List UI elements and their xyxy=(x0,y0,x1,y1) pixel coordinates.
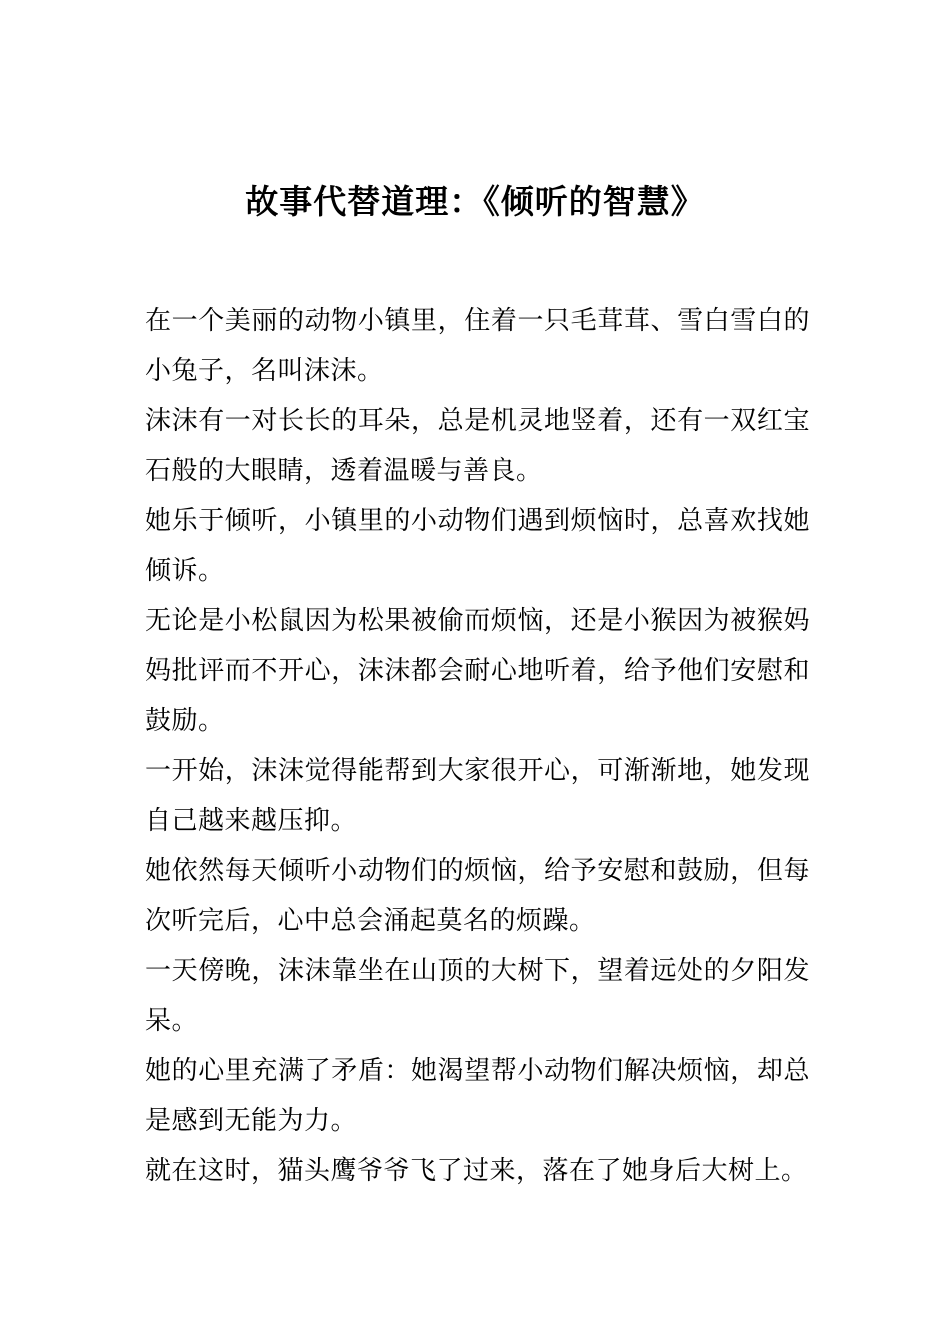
paragraph: 无论是小松鼠因为松果被偷而烦恼，还是小猴因为被猴妈妈批评而不开心，沫沫都会耐心地听着，给予他们安慰和鼓励。 xyxy=(145,606,810,736)
paragraph: 就在这时，猫头鹰爷爷飞了过来，落在了她身后大树上。 xyxy=(145,1156,808,1186)
paragraph: 她依然每天倾听小动物们的烦恼，给予安慰和鼓励，但每次听完后，心中总会涌起莫名的烦躁。 xyxy=(145,856,810,936)
paragraph: 一开始，沫沫觉得能帮到大家很开心，可渐渐地，她发现自己越来越压抑。 xyxy=(145,756,810,836)
paragraph: 在一个美丽的动物小镇里，住着一只毛茸茸、雪白雪白的小兔子，名叫沫沫。 xyxy=(145,306,810,386)
document-body xyxy=(145,296,810,1196)
paragraph: 她乐于倾听，小镇里的小动物们遇到烦恼时，总喜欢找她倾诉。 xyxy=(145,506,810,586)
paragraph: 沫沫有一对长长的耳朵，总是机灵地竖着，还有一双红宝石般的大眼睛，透着温暖与善良。 xyxy=(145,406,810,486)
paragraph: 她的心里充满了矛盾：她渴望帮小动物们解决烦恼，却总是感到无能为力。 xyxy=(145,1056,810,1136)
document-title: 故事代替道理：《倾听的智慧》 xyxy=(245,182,705,222)
paragraph: 一天傍晚，沫沫靠坐在山顶的大树下，望着远处的夕阳发呆。 xyxy=(145,956,810,1036)
